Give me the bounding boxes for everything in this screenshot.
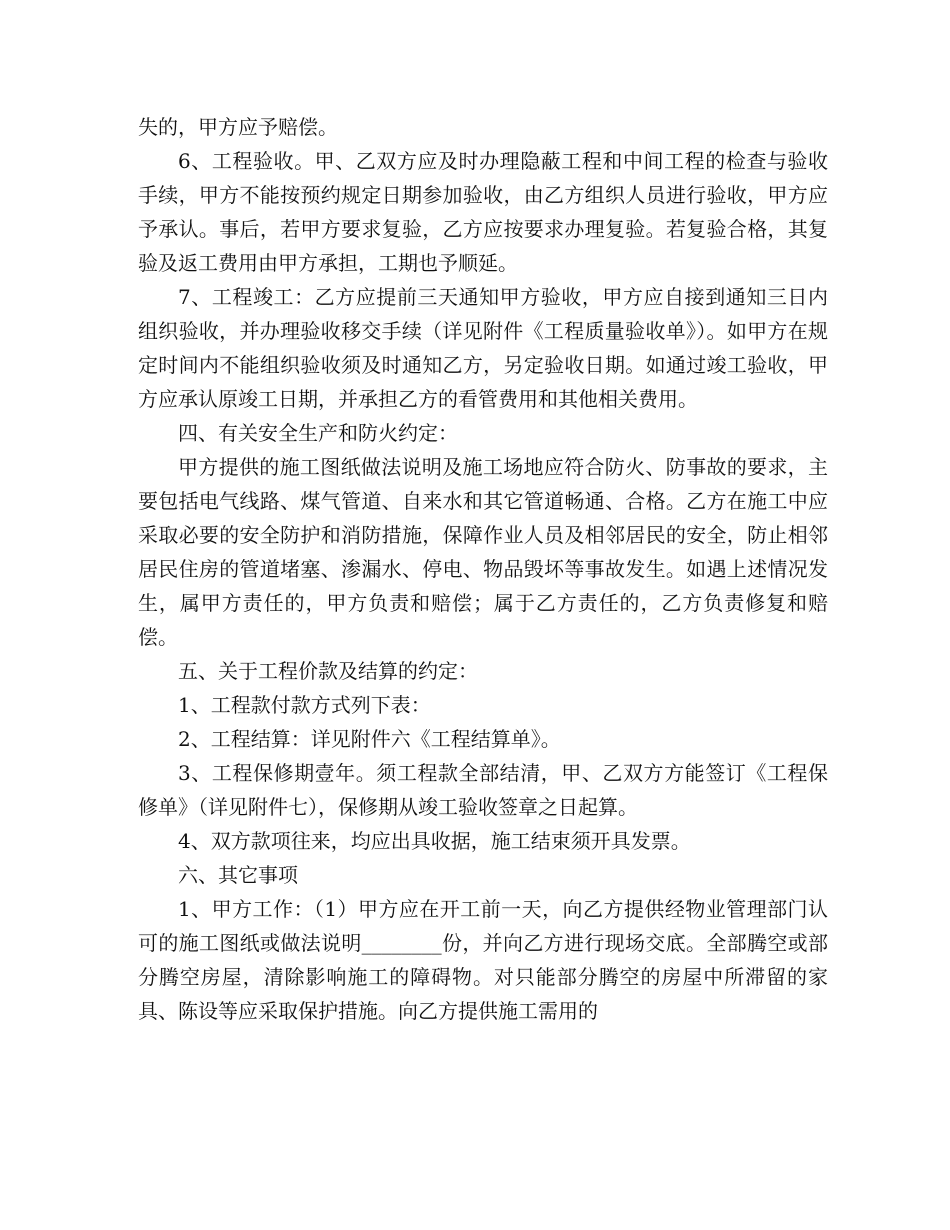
document-body	[138, 110, 828, 1028]
paragraph-2: 6、工程验收。甲、乙双方应及时办理隐蔽工程和中间工程的检查与验收手续，甲方不能按预约规定日期参加验收，由乙方组织人员进行验收，甲方应予承认。事后，若甲方要求复验，乙方应按要求办理复验。若复验合格，其复验及返工费用由甲方承担，工期也予顺延。	[138, 149, 828, 275]
paragraph-10: 4、双方款项往来，均应出具收据，施工结束须开具发票。	[178, 829, 691, 853]
section-heading-payment: 五、关于工程价款及结算的约定：	[178, 659, 478, 683]
paragraph-12: 1、甲方工作：（1）甲方应在开工前一天，向乙方提供经物业管理部门认可的施工图纸或做法说明________份，并向乙方进行现场交底。全部腾空或部分腾空房屋，清除影响施工的障碍物。对只能部分腾空的房屋中所滞留的家具、陈设等应采取保护措施。向乙方提供施工需用的	[138, 897, 828, 1023]
paragraph-8: 2、工程结算：详见附件六《工程结算单》。	[178, 727, 561, 751]
paragraph-9: 3、工程保修期壹年。须工程款全部结清，甲、乙双方方能签订《工程保修单》（详见附件七），保修期从竣工验收签章之日起算。	[138, 761, 828, 819]
paragraph-3: 7、工程竣工：乙方应提前三天通知甲方验收，甲方应自接到通知三日内组织验收，并办理验收移交手续（详见附件《工程质量验收单》）。如甲方在规定时间内不能组织验收须及时通知乙方，另定验收日期。如通过竣工验收，甲方应承认原竣工日期，并承担乙方的看管费用和其他相关费用。	[138, 285, 828, 411]
section-heading-safety: 四、有关安全生产和防火约定：	[178, 421, 458, 445]
paragraph-1: 失的，甲方应予赔偿。	[138, 115, 338, 139]
section-heading-other: 六、其它事项	[178, 863, 298, 887]
paragraph-5: 甲方提供的施工图纸做法说明及施工场地应符合防火、防事故的要求，主要包括电气线路、煤气管道、自来水和其它管道畅通、合格。乙方在施工中应采取必要的安全防护和消防措施，保障作业人员及相邻居民的安全，防止相邻居民住房的管道堵塞、渗漏水、停电、物品毁坏等事故发生。如遇上述情况发生，属甲方责任的，甲方负责和赔偿；属于乙方责任的，乙方负责修复和赔偿。	[138, 455, 828, 649]
paragraph-7: 1、工程款付款方式列下表：	[178, 693, 431, 717]
